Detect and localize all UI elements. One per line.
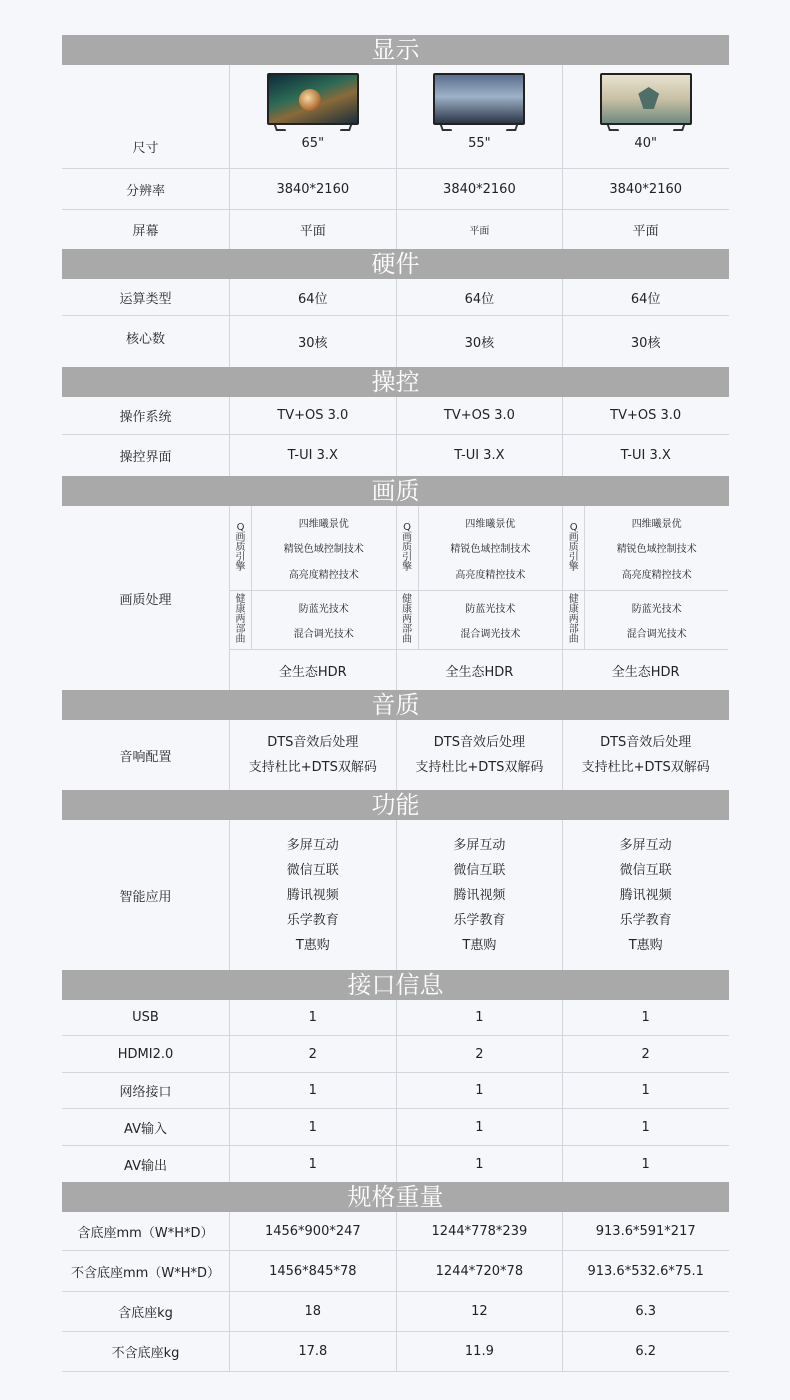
- without-stand-mm-value: 913.6*532.6*75.1: [562, 1251, 728, 1291]
- sound-value: DTS音效后处理 支持杜比+DTS双解码: [396, 720, 563, 790]
- os-value: TV+OS 3.0: [562, 397, 728, 434]
- list-item: 精锐色域控制技术: [616, 544, 697, 556]
- with-stand-kg-value: 6.3: [562, 1292, 728, 1331]
- row-label-usb: USB: [132, 1010, 159, 1025]
- list-item: 防蓝光技术: [465, 604, 516, 615]
- list-item: 精锐色域控制技术: [283, 544, 364, 556]
- av-out-value: 1: [562, 1146, 728, 1182]
- row-label-without-stand-mm: 不含底座mm（W*H*D）: [71, 1265, 220, 1281]
- table-row: [62, 506, 729, 690]
- hdr-value: 全生态HDR: [445, 664, 514, 680]
- table-row: [62, 210, 729, 249]
- table-row: [62, 1212, 729, 1251]
- hdr-value: 全生态HDR: [611, 664, 680, 680]
- row-label-picture: 画质处理: [119, 592, 172, 608]
- without-stand-kg-value: 11.9: [396, 1332, 563, 1371]
- table-row: [62, 1332, 729, 1372]
- health-side-label: 健 康 两 部 曲: [397, 591, 419, 649]
- screen-value: 平面: [562, 210, 728, 249]
- tv-image-65: [263, 73, 363, 131]
- picture-col: [229, 506, 396, 690]
- av-out-value: 1: [396, 1146, 563, 1182]
- health-side-label: 健 康 两 部 曲: [230, 591, 252, 649]
- av-in-value: 1: [396, 1109, 563, 1145]
- with-stand-mm-value: 1244*778*239: [396, 1212, 563, 1250]
- row-label-ui: 操控界面: [119, 450, 172, 465]
- engine-side-label: Q 画 质 引 擎: [563, 506, 585, 590]
- with-stand-mm-value: 913.6*591*217: [562, 1212, 728, 1250]
- section-header-hardware: 硬件: [62, 249, 729, 279]
- row-label-cores: 核心数: [125, 332, 165, 347]
- size-value: 65": [301, 136, 325, 151]
- list-item: 四维曦景优: [631, 519, 682, 531]
- row-label-size: 尺寸: [132, 141, 159, 156]
- without-stand-kg-value: 17.8: [229, 1332, 396, 1371]
- apps-value: 多屏互动 微信互联 腾讯视频 乐学教育 T惠购: [562, 820, 728, 970]
- ui-value: T-UI 3.X: [562, 435, 728, 476]
- cores-value: 30核: [229, 316, 396, 367]
- network-value: 1: [562, 1073, 728, 1108]
- table-row: [62, 1251, 729, 1292]
- list-item: 高亮度精控技术: [288, 569, 359, 581]
- row-label-sound: 音响配置: [119, 749, 172, 765]
- sound-value: DTS音效后处理 支持杜比+DTS双解码: [562, 720, 728, 790]
- hdmi-value: 2: [562, 1036, 728, 1072]
- row-label-av-out: AV输出: [124, 1158, 167, 1174]
- os-value: TV+OS 3.0: [229, 397, 396, 434]
- size-cell: [396, 65, 563, 168]
- usb-value: 1: [396, 1000, 563, 1035]
- table-row: [62, 169, 729, 210]
- network-value: 1: [396, 1073, 563, 1108]
- size-cell: [229, 65, 396, 168]
- usb-value: 1: [562, 1000, 728, 1035]
- picture-col: [562, 506, 728, 690]
- without-stand-mm-value: 1456*845*78: [229, 1251, 396, 1291]
- av-in-value: 1: [229, 1109, 396, 1145]
- resolution-value: 3840*2160: [562, 169, 728, 209]
- health-side-label: 健 康 两 部 曲: [563, 591, 585, 649]
- hdr-value: 全生态HDR: [278, 664, 347, 680]
- list-item: 高亮度精控技术: [621, 569, 692, 581]
- cpu-value: 64位: [396, 279, 563, 315]
- section-header-sound: 音质: [62, 690, 729, 720]
- table-row: [62, 1073, 729, 1109]
- list-item: 混合调光技术: [293, 629, 354, 640]
- table-row: [62, 435, 729, 476]
- cores-value: 30核: [562, 316, 728, 367]
- list-item: 防蓝光技术: [631, 604, 682, 615]
- table-row: [62, 820, 729, 970]
- row-label-with-stand-kg: 含底座kg: [118, 1306, 173, 1321]
- section-header-picture: 画质: [62, 476, 729, 506]
- section-header-function: 功能: [62, 790, 729, 820]
- list-item: 四维曦景优: [465, 519, 516, 531]
- apps-value: 多屏互动 微信互联 腾讯视频 乐学教育 T惠购: [396, 820, 563, 970]
- without-stand-mm-value: 1244*720*78: [396, 1251, 563, 1291]
- table-row: [62, 1000, 729, 1036]
- engine-side-label: Q 画 质 引 擎: [230, 506, 252, 590]
- row-label-apps: 智能应用: [119, 889, 172, 905]
- resolution-value: 3840*2160: [229, 169, 396, 209]
- section-header-ports: 接口信息: [62, 970, 729, 1000]
- size-cell: [562, 65, 728, 168]
- row-label-network: 网络接口: [119, 1085, 172, 1100]
- row-label-os: 操作系统: [119, 410, 172, 425]
- ui-value: T-UI 3.X: [396, 435, 563, 476]
- usb-value: 1: [229, 1000, 396, 1035]
- table-row: [62, 1146, 729, 1182]
- list-item: 四维曦景优: [298, 519, 349, 531]
- table-row: [62, 1109, 729, 1146]
- row-label-av-in: AV输入: [124, 1121, 167, 1137]
- cores-value: 30核: [396, 316, 563, 367]
- without-stand-kg-value: 6.2: [562, 1332, 728, 1371]
- screen-value: 平面: [229, 210, 396, 249]
- sound-value: DTS音效后处理 支持杜比+DTS双解码: [229, 720, 396, 790]
- row-label-screen: 屏幕: [132, 224, 159, 239]
- size-value: 55": [468, 136, 491, 151]
- cpu-value: 64位: [229, 279, 396, 315]
- picture-col: [396, 506, 563, 690]
- row-label-with-stand-mm: 含底座mm（W*H*D）: [77, 1225, 214, 1241]
- network-value: 1: [229, 1073, 396, 1108]
- engine-side-label: Q 画 质 引 擎: [397, 506, 419, 590]
- section-header-control: 操控: [62, 367, 729, 397]
- table-row: [62, 316, 729, 367]
- row-label-without-stand-kg: 不含底座kg: [111, 1346, 180, 1361]
- spec-sheet: [62, 35, 729, 1372]
- list-item: 防蓝光技术: [298, 604, 349, 615]
- table-row: [62, 1292, 729, 1332]
- hdmi-value: 2: [229, 1036, 396, 1072]
- list-item: 高亮度精控技术: [455, 569, 526, 581]
- list-item: 精锐色域控制技术: [450, 544, 531, 556]
- apps-value: 多屏互动 微信互联 腾讯视频 乐学教育 T惠购: [229, 820, 396, 970]
- with-stand-kg-value: 12: [396, 1292, 563, 1331]
- av-in-value: 1: [562, 1109, 728, 1145]
- row-label-resolution: 分辨率: [125, 183, 165, 199]
- section-header-spec: 规格重量: [62, 1182, 729, 1212]
- row-label-hdmi: HDMI2.0: [117, 1046, 174, 1062]
- with-stand-mm-value: 1456*900*247: [229, 1212, 396, 1250]
- with-stand-kg-value: 18: [229, 1292, 396, 1331]
- table-row: [62, 65, 729, 169]
- row-label-cpu: 运算类型: [119, 291, 172, 307]
- resolution-value: 3840*2160: [396, 169, 563, 209]
- list-item: 混合调光技术: [626, 629, 687, 640]
- av-out-value: 1: [229, 1146, 396, 1182]
- tv-image-55: [429, 73, 529, 131]
- hdmi-value: 2: [396, 1036, 563, 1072]
- tv-image-40: [596, 73, 696, 131]
- ui-value: T-UI 3.X: [229, 435, 396, 476]
- table-row: [62, 1036, 729, 1073]
- os-value: TV+OS 3.0: [396, 397, 563, 434]
- screen-value: 平面: [396, 210, 563, 249]
- list-item: 混合调光技术: [460, 629, 521, 640]
- size-value: 40": [634, 136, 657, 151]
- table-row: [62, 397, 729, 435]
- table-row: [62, 279, 729, 316]
- table-row: [62, 720, 729, 790]
- cpu-value: 64位: [562, 279, 728, 315]
- section-header-display: 显示: [62, 35, 729, 65]
